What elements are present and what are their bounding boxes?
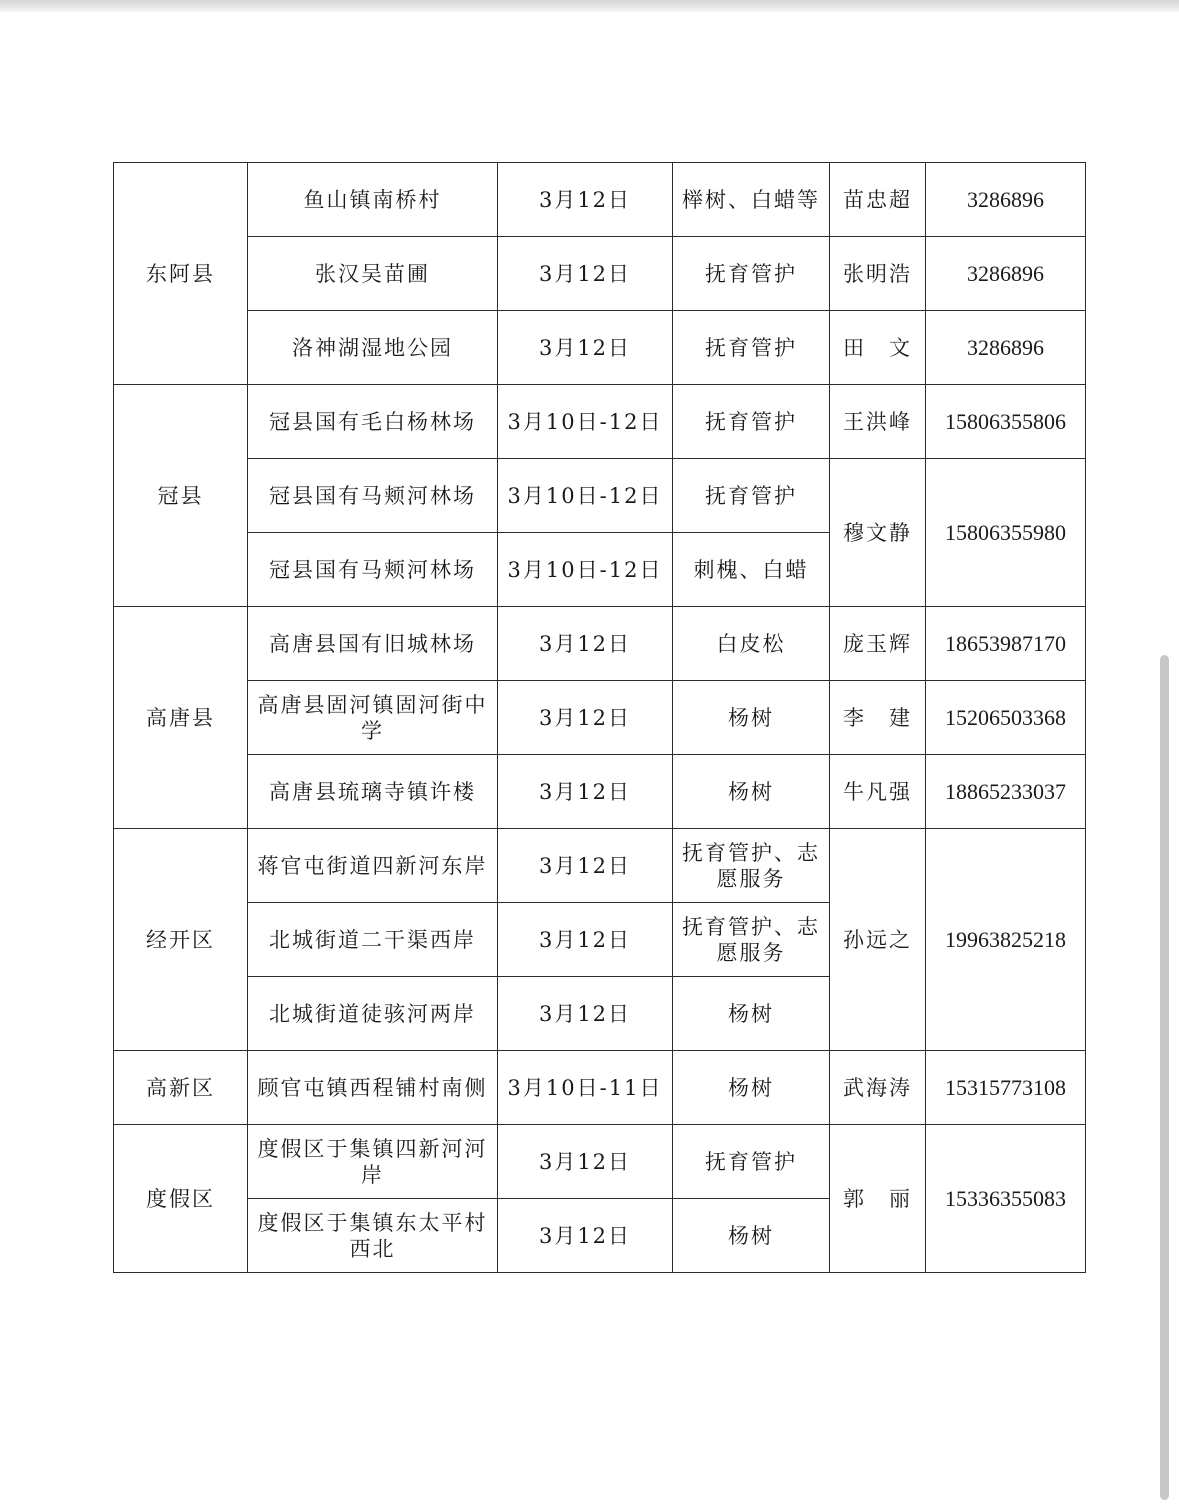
phone-cell: 3286896 [926,163,1086,237]
date-cell: 3月10日-12日 [498,533,673,607]
location-cell: 蒋官屯街道四新河东岸 [248,829,498,903]
contact-cell: 孙远之 [830,829,926,1051]
district-cell: 冠县 [114,385,248,607]
phone-cell: 15315773108 [926,1051,1086,1125]
table-row [114,829,1086,903]
location-cell: 高唐县国有旧城林场 [248,607,498,681]
table-row [114,607,1086,681]
table-row [114,459,1086,533]
location-cell: 张汉吴苗圃 [248,237,498,311]
activity-cell: 杨树 [673,977,830,1051]
activity-cell: 刺槐、白蜡 [673,533,830,607]
location-cell: 鱼山镇南桥村 [248,163,498,237]
activity-cell: 抚育管护 [673,1125,830,1199]
location-cell: 顾官屯镇西程铺村南侧 [248,1051,498,1125]
location-cell: 冠县国有马颊河林场 [248,533,498,607]
phone-cell: 15806355806 [926,385,1086,459]
activity-cell: 抚育管护 [673,459,830,533]
location-cell: 高唐县琉璃寺镇许楼 [248,755,498,829]
phone-cell: 18653987170 [926,607,1086,681]
table-row [114,385,1086,459]
date-cell: 3月12日 [498,977,673,1051]
phone-cell: 19963825218 [926,829,1086,1051]
location-cell: 洛神湖湿地公园 [248,311,498,385]
phone-cell: 15806355980 [926,459,1086,607]
activity-cell: 白皮松 [673,607,830,681]
location-cell: 冠县国有马颊河林场 [248,459,498,533]
activity-cell: 杨树 [673,681,830,755]
contact-cell: 武海涛 [830,1051,926,1125]
phone-cell: 15206503368 [926,681,1086,755]
date-cell: 3月12日 [498,1125,673,1199]
window-top-edge [0,0,1179,12]
table-row [114,1125,1086,1199]
activity-cell: 抚育管护 [673,385,830,459]
table-row [114,237,1086,311]
contact-cell: 田 文 [830,311,926,385]
contact-cell: 苗忠超 [830,163,926,237]
vertical-scrollbar[interactable] [1160,655,1169,1500]
phone-cell: 3286896 [926,311,1086,385]
activity-cell: 杨树 [673,1051,830,1125]
location-cell: 高唐县固河镇固河街中学 [248,681,498,755]
phone-cell: 3286896 [926,237,1086,311]
table-row [114,1051,1086,1125]
date-cell: 3月10日-12日 [498,385,673,459]
table-row [114,755,1086,829]
contact-cell: 李 建 [830,681,926,755]
activity-cell: 杨树 [673,755,830,829]
contact-cell: 王洪峰 [830,385,926,459]
date-cell: 3月12日 [498,755,673,829]
activity-cell: 抚育管护 [673,311,830,385]
tree-planting-schedule-table [113,162,1086,1273]
date-cell: 3月12日 [498,903,673,977]
table-row [114,681,1086,755]
contact-cell: 穆文静 [830,459,926,607]
contact-cell: 张明浩 [830,237,926,311]
location-cell: 冠县国有毛白杨林场 [248,385,498,459]
date-cell: 3月12日 [498,163,673,237]
date-cell: 3月12日 [498,311,673,385]
activity-cell: 抚育管护 [673,237,830,311]
activity-cell: 榉树、白蜡等 [673,163,830,237]
date-cell: 3月10日-12日 [498,459,673,533]
activity-cell: 抚育管护、志愿服务 [673,829,830,903]
phone-cell: 18865233037 [926,755,1086,829]
date-cell: 3月12日 [498,829,673,903]
document-page [0,12,1179,1505]
date-cell: 3月12日 [498,1199,673,1273]
table-row [114,163,1086,237]
contact-cell: 庞玉辉 [830,607,926,681]
district-cell: 高唐县 [114,607,248,829]
location-cell: 度假区于集镇东太平村西北 [248,1199,498,1273]
date-cell: 3月12日 [498,607,673,681]
district-cell: 东阿县 [114,163,248,385]
date-cell: 3月10日-11日 [498,1051,673,1125]
date-cell: 3月12日 [498,237,673,311]
location-cell: 北城街道徒骇河两岸 [248,977,498,1051]
contact-cell: 牛凡强 [830,755,926,829]
contact-cell: 郭 丽 [830,1125,926,1273]
table-row [114,311,1086,385]
location-cell: 度假区于集镇四新河河岸 [248,1125,498,1199]
activity-cell: 抚育管护、志愿服务 [673,903,830,977]
activity-cell: 杨树 [673,1199,830,1273]
district-cell: 经开区 [114,829,248,1051]
date-cell: 3月12日 [498,681,673,755]
location-cell: 北城街道二干渠西岸 [248,903,498,977]
district-cell: 高新区 [114,1051,248,1125]
phone-cell: 15336355083 [926,1125,1086,1273]
district-cell: 度假区 [114,1125,248,1273]
